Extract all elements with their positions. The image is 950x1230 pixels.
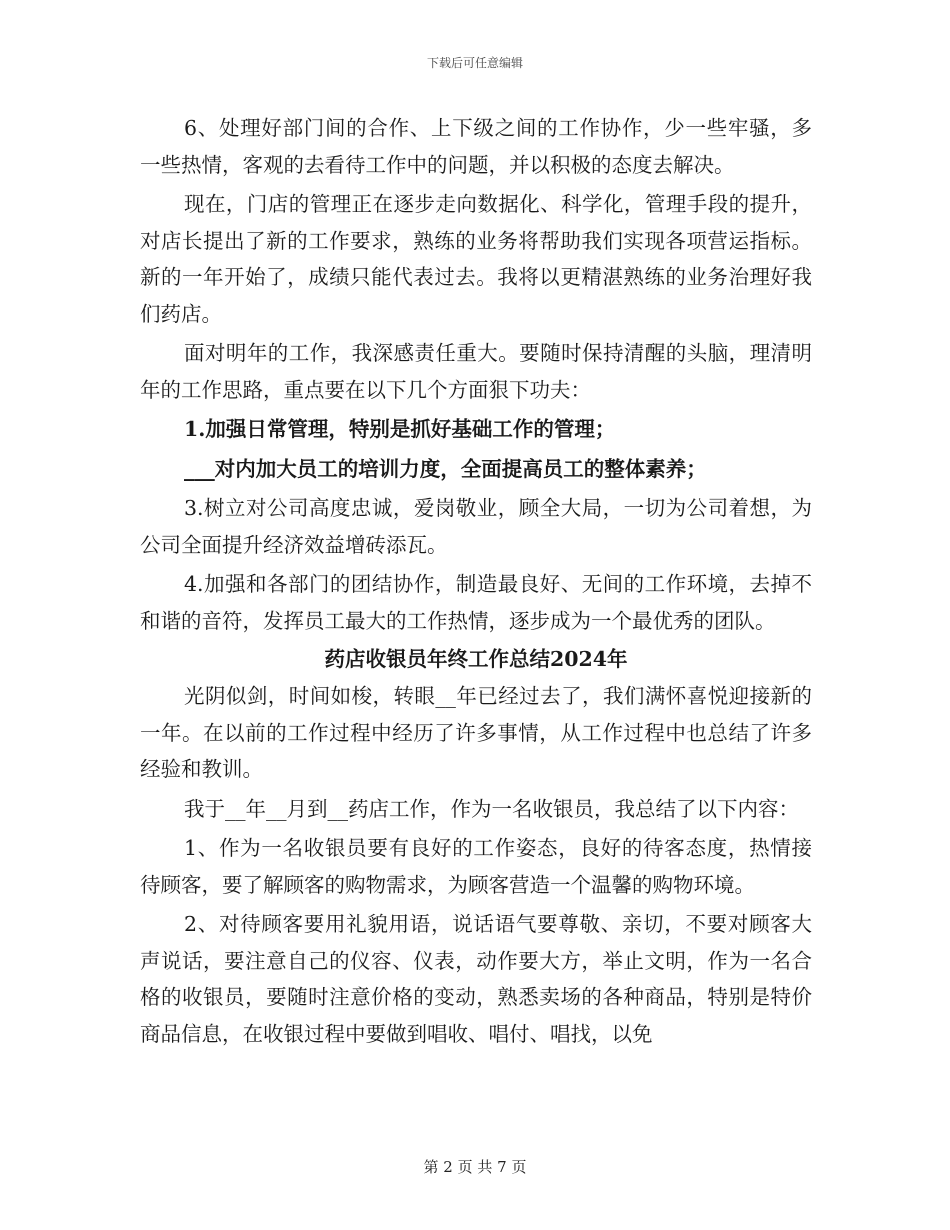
list-item-1: 1.加强日常管理，特别是抓好基础工作的管理；: [184, 417, 616, 441]
list-item-4: 4.加强和各部门的团结协作，制造最良好、无间的工作环境，去掉不和谐的音符，发挥员工最大的工作热情，逐步成为一个最优秀的团队。: [140, 572, 812, 633]
paragraph-next-year: 面对明年的工作，我深感责任重大。要随时保持清醒的头脑，理清明年的工作思路，重点要在以下几个方面狠下功夫：: [140, 341, 812, 402]
page-number: 第 2 页 共 7 页: [423, 1158, 527, 1176]
list-item-2: ___对内加大员工的培训力度，全面提高员工的整体素养；: [184, 456, 707, 481]
paragraph-current-status: 现在，门店的管理正在逐步走向数据化、科学化，管理手段的提升，对店长提出了新的工作要求，熟练的业务将帮助我们实现各项营运指标。新的一年开始了，成绩只能代表过去。我将以更精湛熟练的业务治理好我们药店。: [140, 192, 812, 326]
paragraph-time-flies: 光阴似剑，时间如梭，转眼__年已经过去了，我们满怀喜悦迎接新的一年。在以前的工作过程中经历了许多事情，从工作过程中也总结了许多经验和教训。: [140, 684, 812, 781]
section-title: 药店收银员年终工作总结2024年: [324, 647, 628, 671]
paragraph-item-6: 6、处理好部门间的合作、上下级之间的工作协作，少一些牢骚，多一些热情，客观的去看待工作中的问题，并以积极的态度去解决。: [140, 116, 812, 177]
summary-point-1: 1、作为一名收银员要有良好的工作姿态，良好的待客态度，热情接待顾客，要了解顾客的购物需求，为顾客营造一个温馨的购物环境。: [140, 836, 812, 897]
summary-point-2: 2、对待顾客要用礼貌用语，说话语气要尊敬、亲切，不要对顾客大声说话，要注意自己的仪容、仪表，动作要大方，举止文明，作为一名合格的收银员，要随时注意价格的变动，熟悉卖场的各种商品，特别是特价商品信息，在收银过程中要做到唱收、唱付、唱找，以免: [140, 912, 812, 1046]
paragraph-joined: 我于__年__月到__药店工作，作为一名收银员，我总结了以下内容：: [184, 796, 799, 821]
page-header: 下载后可任意编辑: [426, 56, 523, 70]
document-body: [140, 110, 812, 1052]
list-item-3: 3.树立对公司高度忠诚，爱岗敬业，顾全大局，一切为公司着想，为公司全面提升经济效益增砖添瓦。: [140, 496, 812, 557]
